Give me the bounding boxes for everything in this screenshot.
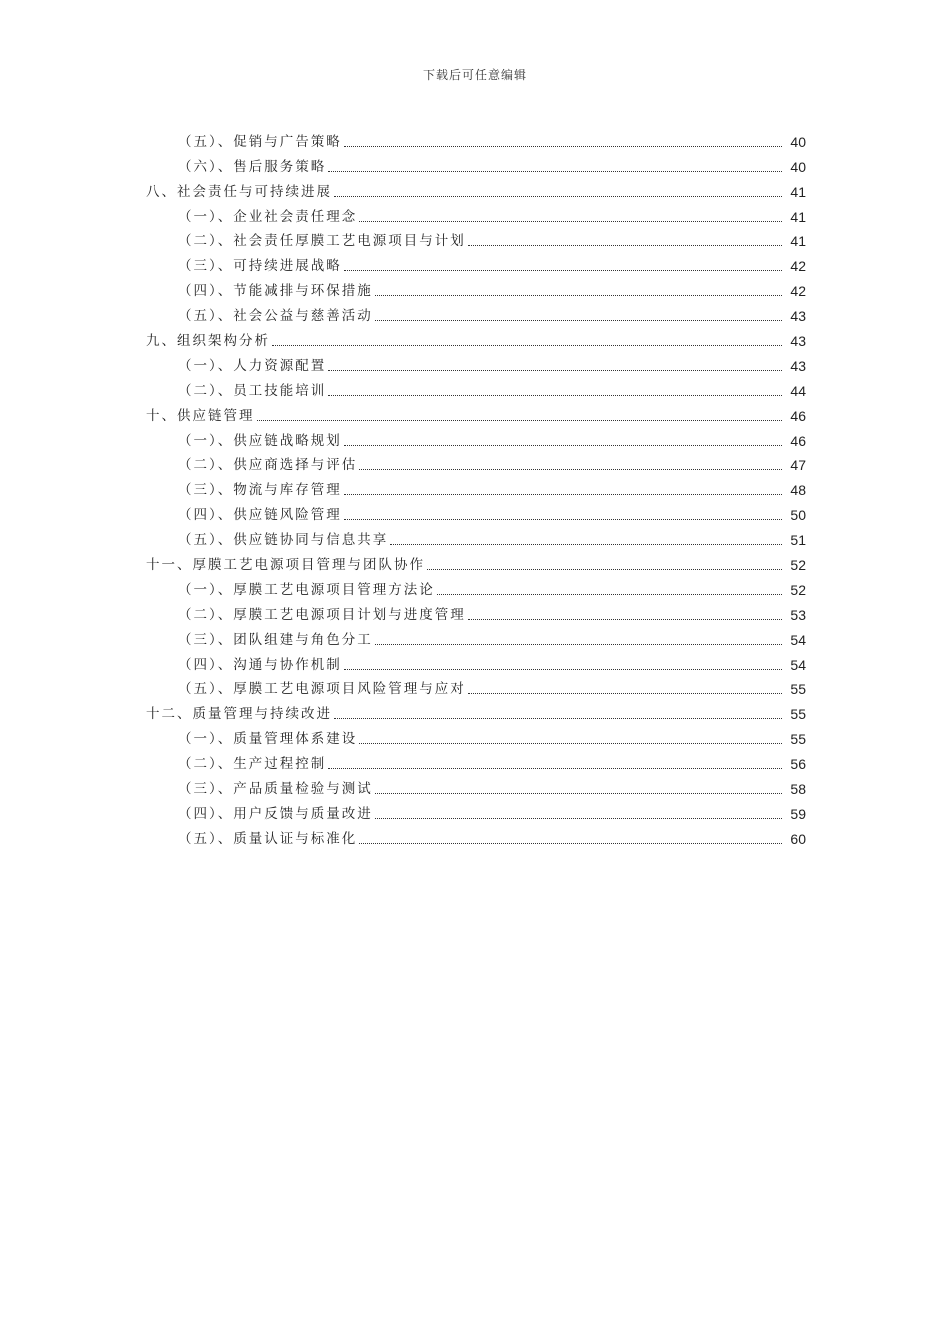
toc-entry-label: （六）、售后服务策略 — [178, 158, 327, 175]
toc-page-number: 58 — [790, 781, 806, 798]
toc-entry-label: （二）、社会责任厚膜工艺电源项目与计划 — [178, 233, 466, 250]
toc-section-entry[interactable] — [0, 599, 950, 624]
toc-section-entry[interactable] — [0, 450, 950, 475]
toc-entry-label: （四）、用户反馈与质量改进 — [178, 805, 373, 822]
toc-section-entry[interactable] — [0, 499, 950, 524]
toc-page-number: 47 — [790, 457, 806, 474]
toc-page-number: 52 — [790, 557, 806, 574]
toc-entry-label: （三）、团队组建与角色分工 — [178, 631, 373, 648]
toc-dot-leader — [334, 195, 782, 197]
toc-entry-label: 十、供应链管理 — [146, 407, 255, 424]
toc-page-number: 46 — [790, 407, 806, 424]
toc-dot-leader — [437, 593, 782, 595]
toc-section-entry[interactable] — [0, 773, 950, 798]
toc-dot-leader — [468, 618, 782, 620]
toc-entry-label: （二）、厚膜工艺电源项目计划与进度管理 — [178, 606, 466, 623]
toc-entry-label: （三）、物流与库存管理 — [178, 482, 342, 499]
toc-chapter-entry[interactable] — [0, 176, 950, 201]
toc-section-entry[interactable] — [0, 798, 950, 823]
toc-page-number: 53 — [790, 606, 806, 623]
table-of-contents — [0, 126, 950, 848]
toc-page-number: 42 — [790, 283, 806, 300]
toc-section-entry[interactable] — [0, 300, 950, 325]
toc-section-entry[interactable] — [0, 649, 950, 674]
toc-section-entry[interactable] — [0, 201, 950, 226]
toc-page-number: 55 — [790, 731, 806, 748]
toc-entry-label: （三）、产品质量检验与测试 — [178, 781, 373, 798]
toc-chapter-entry[interactable] — [0, 400, 950, 425]
toc-entry-label: （一）、质量管理体系建设 — [178, 731, 358, 748]
toc-dot-leader — [328, 170, 782, 172]
toc-page-number: 54 — [790, 631, 806, 648]
toc-dot-leader — [328, 394, 782, 396]
toc-page-number: 54 — [790, 656, 806, 673]
toc-dot-leader — [359, 842, 782, 844]
toc-chapter-entry[interactable] — [0, 698, 950, 723]
toc-entry-label: （二）、供应商选择与评估 — [178, 457, 358, 474]
toc-page-number: 43 — [790, 357, 806, 374]
toc-page-number: 55 — [790, 681, 806, 698]
toc-section-entry[interactable] — [0, 748, 950, 773]
toc-section-entry[interactable] — [0, 425, 950, 450]
toc-entry-label: （五）、促销与广告策略 — [178, 133, 342, 150]
toc-section-entry[interactable] — [0, 723, 950, 748]
toc-section-entry[interactable] — [0, 375, 950, 400]
toc-dot-leader — [359, 742, 782, 744]
toc-page-number: 51 — [790, 532, 806, 549]
toc-dot-leader — [427, 568, 782, 570]
toc-entry-label: （五）、厚膜工艺电源项目风险管理与应对 — [178, 681, 466, 698]
toc-page-number: 46 — [790, 432, 806, 449]
toc-dot-leader — [328, 369, 782, 371]
toc-entry-label: 十二、质量管理与持续改进 — [146, 706, 332, 723]
page-header: 下载后可任意编辑 — [422, 68, 527, 82]
toc-entry-label: （一）、企业社会责任理念 — [178, 208, 358, 225]
toc-dot-leader — [375, 319, 782, 321]
toc-entry-label: （五）、社会公益与慈善活动 — [178, 308, 373, 325]
toc-entry-label: （一）、供应链战略规划 — [178, 432, 342, 449]
toc-dot-leader — [359, 468, 782, 470]
toc-page-number: 42 — [790, 258, 806, 275]
toc-dot-leader — [344, 493, 782, 495]
toc-page-number: 43 — [790, 308, 806, 325]
toc-dot-leader — [468, 244, 782, 246]
toc-section-entry[interactable] — [0, 350, 950, 375]
toc-dot-leader — [344, 444, 782, 446]
toc-dot-leader — [359, 220, 782, 222]
toc-entry-label: 九、组织架构分析 — [146, 333, 270, 350]
toc-page-number: 43 — [790, 333, 806, 350]
toc-page-number: 60 — [790, 830, 806, 847]
toc-entry-label: （一）、厚膜工艺电源项目管理方法论 — [178, 581, 435, 598]
toc-entry-label: （四）、供应链风险管理 — [178, 507, 342, 524]
toc-dot-leader — [468, 692, 782, 694]
toc-entry-label: （二）、员工技能培训 — [178, 382, 327, 399]
toc-page-number: 41 — [790, 183, 806, 200]
toc-page-number: 41 — [790, 233, 806, 250]
toc-dot-leader — [375, 792, 782, 794]
toc-page-number: 50 — [790, 507, 806, 524]
toc-entry-label: 十一、厚膜工艺电源项目管理与团队协作 — [146, 557, 425, 574]
toc-section-entry[interactable] — [0, 126, 950, 151]
toc-page-number: 40 — [790, 158, 806, 175]
toc-section-entry[interactable] — [0, 474, 950, 499]
toc-section-entry[interactable] — [0, 524, 950, 549]
toc-page-number: 40 — [790, 133, 806, 150]
toc-entry-label: （四）、沟通与协作机制 — [178, 656, 342, 673]
toc-page-number: 59 — [790, 805, 806, 822]
toc-dot-leader — [375, 817, 782, 819]
toc-dot-leader — [344, 518, 782, 520]
toc-page-number: 56 — [790, 756, 806, 773]
toc-section-entry[interactable] — [0, 823, 950, 848]
toc-dot-leader — [344, 145, 782, 147]
toc-entry-label: （五）、供应链协同与信息共享 — [178, 532, 389, 549]
toc-dot-leader — [375, 294, 782, 296]
toc-entry-label: （三）、可持续进展战略 — [178, 258, 342, 275]
toc-chapter-entry[interactable] — [0, 549, 950, 574]
toc-section-entry[interactable] — [0, 151, 950, 176]
toc-page-number: 48 — [790, 482, 806, 499]
toc-entry-label: （四）、节能减排与环保措施 — [178, 283, 373, 300]
toc-dot-leader — [375, 643, 782, 645]
toc-dot-leader — [390, 543, 782, 545]
toc-entry-label: （五）、质量认证与标准化 — [178, 830, 358, 847]
toc-section-entry[interactable] — [0, 250, 950, 275]
toc-page-number: 52 — [790, 581, 806, 598]
toc-section-entry[interactable] — [0, 674, 950, 699]
toc-section-entry[interactable] — [0, 574, 950, 599]
toc-dot-leader — [328, 767, 782, 769]
toc-dot-leader — [334, 717, 782, 719]
toc-section-entry[interactable] — [0, 275, 950, 300]
toc-page-number: 41 — [790, 208, 806, 225]
toc-dot-leader — [344, 269, 782, 271]
toc-dot-leader — [344, 668, 782, 670]
toc-page-number: 44 — [790, 382, 806, 399]
toc-chapter-entry[interactable] — [0, 325, 950, 350]
toc-entry-label: （一）、人力资源配置 — [178, 357, 327, 374]
toc-page-number: 55 — [790, 706, 806, 723]
toc-entry-label: （二）、生产过程控制 — [178, 756, 327, 773]
toc-section-entry[interactable] — [0, 624, 950, 649]
toc-dot-leader — [272, 344, 782, 346]
toc-entry-label: 八、社会责任与可持续进展 — [146, 183, 332, 200]
toc-section-entry[interactable] — [0, 226, 950, 251]
toc-dot-leader — [257, 419, 783, 421]
